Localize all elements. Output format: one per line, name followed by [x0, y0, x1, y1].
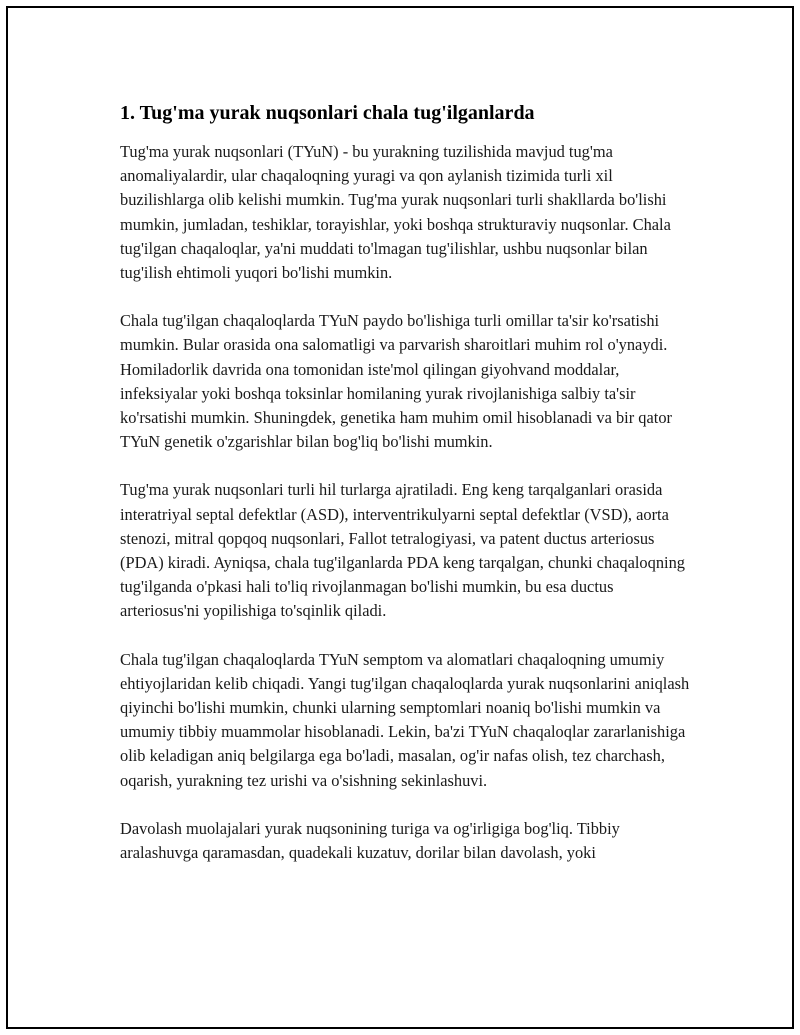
section-heading: 1. Tug'ma yurak nuqsonlari chala tug'ilganlarda	[120, 102, 535, 124]
page-frame	[6, 6, 794, 1029]
document-body	[120, 98, 696, 889]
paragraph: Tug'ma yurak nuqsonlari turli hil turlarga ajratiladi. Eng keng tarqalganlari orasida interatriyal septal defektlar (ASD), interventrikulyarni septal defektlar (VSD), aorta stenozi, mitral qopqoq nuqsonlari, Fallot tetralogiyasi, va patent ductus arteriosus (PDA) kiradi. Ayniqsa, chala tug'ilganlarda PDA keng tarqalgan, chunki chaqaloqning tug'ilganda o'pkasi hali to'liq rivojlanmagan bo'lishi mumkin, bu esa ductus arteriosus'ni yopilishiga to'sqinlik qiladi.	[120, 480, 685, 621]
paragraph: Davolash muolajalari yurak nuqsonining turiga va og'irligiga bog'liq. Tibbiy aralashuvga qaramasdan, quadekali kuzatuv, dorilar bilan davolash, yoki	[120, 818, 620, 863]
paragraph: Chala tug'ilgan chaqaloqlarda TYuN semptom va alomatlari chaqaloqning umumiy ehtiyojlaridan kelib chiqadi. Yangi tug'ilgan chaqaloqlarda yurak nuqsonlarini aniqlash qiyinchi bo'lishi mumkin, chunki ularning semptomlari noaniq bo'lishi mumkin va umumiy tibbiy muammolar hisoblanadi. Lekin, ba'zi TYuN chaqaloqlar zararlanishiga olib keladigan aniq belgilarga ega bo'ladi, masalan, og'ir nafas olish, tez charchash, oqarish, yurakning tez urishi va o'sishning sekinlashuvi.	[120, 649, 690, 790]
paragraph: Chala tug'ilgan chaqaloqlarda TYuN paydo bo'lishiga turli omillar ta'sir ko'rsatishi mumkin. Bular orasida ona salomatligi va parvarish sharoitlari muhim rol o'ynaydi. Homiladorlik davrida ona tomonidan iste'mol qilingan giyohvand moddalar, infeksiyalar yoki boshqa toksinlar homilaning yurak rivojlanishiga salbiy ta'sir ko'rsatishi mumkin. Shuningdek, genetika ham muhim omil hisoblanadi va bir qator TYuN genetik o'zgarishlar bilan bog'liq bo'lishi mumkin.	[120, 311, 672, 452]
paragraph: Tug'ma yurak nuqsonlari (TYuN) - bu yurakning tuzilishida mavjud tug'ma anomaliyalardir, ular chaqaloqning yuragi va qon aylanish tizimida turli xil buzilishlarga olib kelishi mumkin. Tug'ma yurak nuqsonlari turli shakllarda bo'lishi mumkin, jumladan, teshiklar, torayishlar, yoki boshqa strukturaviy nuqsonlar. Chala tug'ilgan chaqaloqlar, ya'ni muddati to'lmagan tug'ilishlar, ushbu nuqsonlar bilan tug'ilish ehtimoli yuqori bo'lishi mumkin.	[120, 142, 671, 283]
